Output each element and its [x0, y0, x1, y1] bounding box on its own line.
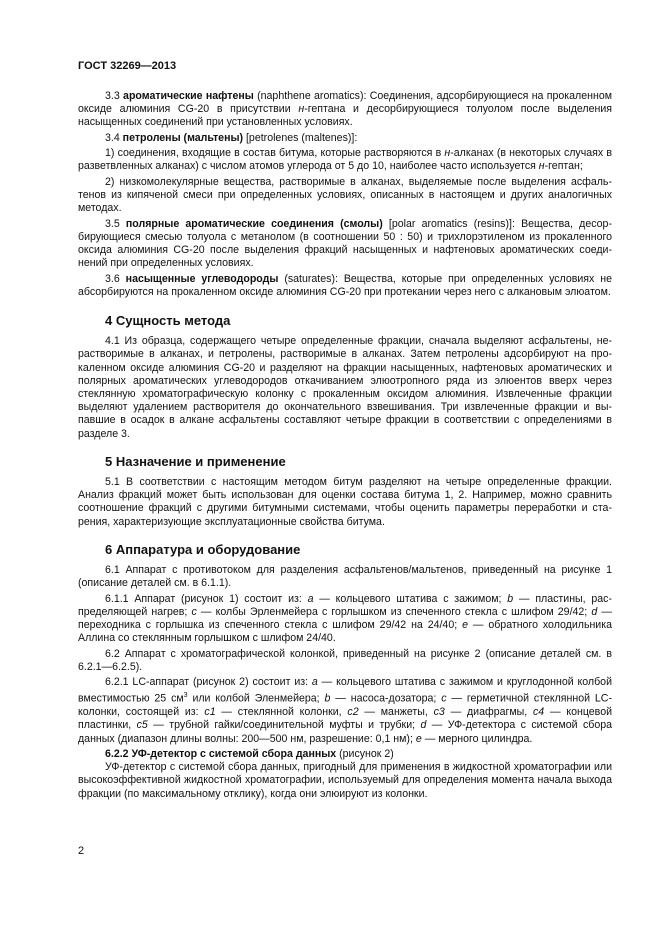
paragraph-6-1-1: 6.1.1 Аппарат (рисунок 1) состоит из: а — кольцевого штатива с зажимом; b — пластины, распределяющей нагрев; c — колбы Эрленмейера с горлышком из спеченного стекла с шлифом 29/42; d — переходника с горлышка из спеченного стекла с шлифом 29/42 на 24/40; e — обратного холодильника Аллина со стеклянным горлышком с шлифом 24/40.: [78, 592, 613, 645]
definition-3-6: 3.6 насыщенные углеводороды (saturates): Вещества, которые при определенных условиях не абсорбируются на прокаленном оксиде алюминия CG-20 при протекании через него с алкановым элюатом.: [78, 272, 613, 298]
term: насыщенные углеводороды: [125, 272, 279, 285]
definition-3-4-item-1: 1) соединения, входящие в состав битума, которые растворяются в н-алканах (в некоторых случаях в разветвленных алканах) с числом атомов углерода от 5 до 10, наиболее часто используется н-гептан;: [78, 147, 612, 173]
paragraph-6-2: 6.2 Аппарат с хроматографической колонкой, приведенный на рисунке 2 (описание деталей см. в 6.2.1—6.2.5).: [78, 647, 612, 673]
definition-3-5: 3.5 полярные ароматические соединения (смолы) [polar aromatics (resins)]: Вещества, десорбирующиеся смесью толуола с метанолом (в соотношении 50 : 50) и трихлорэтиленом из прокаленного оксида алюминия CG-20 после выделения фракций насыщенных и нафтеновых ароматических соединений при определенных условиях.: [78, 217, 612, 270]
paragraph-6-2-2-body: УФ-детектор с системой сбора данных, пригодный для применения в жидкостной хроматографии или высокоэффективной жидкостной хроматографии, используемый для определения момента начала выхода фракции (по максимальному отклику), когда они элюируют из колонки.: [78, 761, 612, 800]
section-5-paragraph: 5.1 В соответствии с настоящим методом битум разделяют на четыре определенные фракции. Анализ фракций может быть использован для оценки состава битума 1, 2. Например, можно сравнить соотношение фракций с другими битумными системами, чтобы оценить параметры переработки и старения, характеризующие эксплуатационные свойства битума.: [78, 476, 612, 528]
term: петролены (мальтены): [122, 131, 244, 144]
section-4-paragraph: 4.1 Из образца, содержащего четыре определенные фракции, сначала выделяют асфальтены, нерастворимые в алканах, и петролены, растворимые в алканах. Затем петролены адсорбируют на прокаленном оксиде алюминия CG-20 и разделяют на фракции насыщенных, нафтеновых ароматических и полярных ароматических углеводородов откачиванием элюотропного ряда из элюентов вверх через стеклянную хроматографическую колонку с прокаленным оксидом алюминия. Извлеченные фракции выделяют удалением растворителя до окончательного взвешивания. Три извлеченные фракции и выпавшие в осадок в алкане асфальтены составляют четыре фракции в соответствии с определениями в разделе 3.: [78, 335, 612, 440]
term: полярные ароматические соединения (смолы): [125, 217, 383, 230]
definition-3-4: 3.4 петролены (мальтены) [petrolenes (maltenes)]:: [105, 131, 358, 144]
document-header-code: ГОСТ 32269—2013: [78, 60, 177, 72]
page-number: 2: [78, 845, 85, 857]
document-body: [78, 90, 612, 803]
section-6-heading: 6 Аппаратура и оборудование: [105, 541, 301, 557]
section-5-heading: 5 Назначение и применение: [105, 453, 286, 469]
paragraph-6-2-1: 6.2.1 LC-аппарат (рисунок 2) состоит из: а — кольцевого штатива с зажимом и круглодонной колбой вместимостью 25 $см^3$ или колбой Эленмейера; b — насоса-дозатора; c — герметичной стеклянной LC-колонки, состоящей из: c1 — стеклянной колонки, c2 — манжеты, c3 — диафрагмы, c4 — концевой пластинки, c5 — трубной гайки/соединительной муфты и трубки; d — УФ-детектора с системой сбора данных (диапазон длины волны: 200—500 нм, разрешение: 0,1 нм); е — мерного цилиндра.: [78, 676, 613, 745]
definition-3-4-item-2: 2) низкомолекулярные вещества, растворимые в алканах, выделяемые после выделения асфальтенов из кипяченой смеси при определенных условиях, описанных в настоящем и других аналогичных методах.: [78, 175, 612, 215]
definition-3-3: 3.3 ароматические нафтены (naphthene aromatics): Соединения, адсорбирующиеся на прокаленном оксиде алюминия CG-20 в присутствии н-гептана и десорбирующиеся толуолом после выделения насыщенных соединений при установленных условиях.: [78, 90, 612, 129]
term: ароматические нафтены: [123, 90, 254, 102]
paragraph-6-2-2-title: 6.2.2 УФ-детектор с системой сбора данных (рисунок 2): [105, 747, 394, 760]
paragraph-6-1: 6.1 Аппарат с противотоком для разделения асфальтенов/мальтенов, приведенный на рисунке 1 (описание деталей см. в 6.1.1).: [78, 564, 612, 590]
section-4-heading: 4 Сущность метода: [105, 312, 231, 328]
